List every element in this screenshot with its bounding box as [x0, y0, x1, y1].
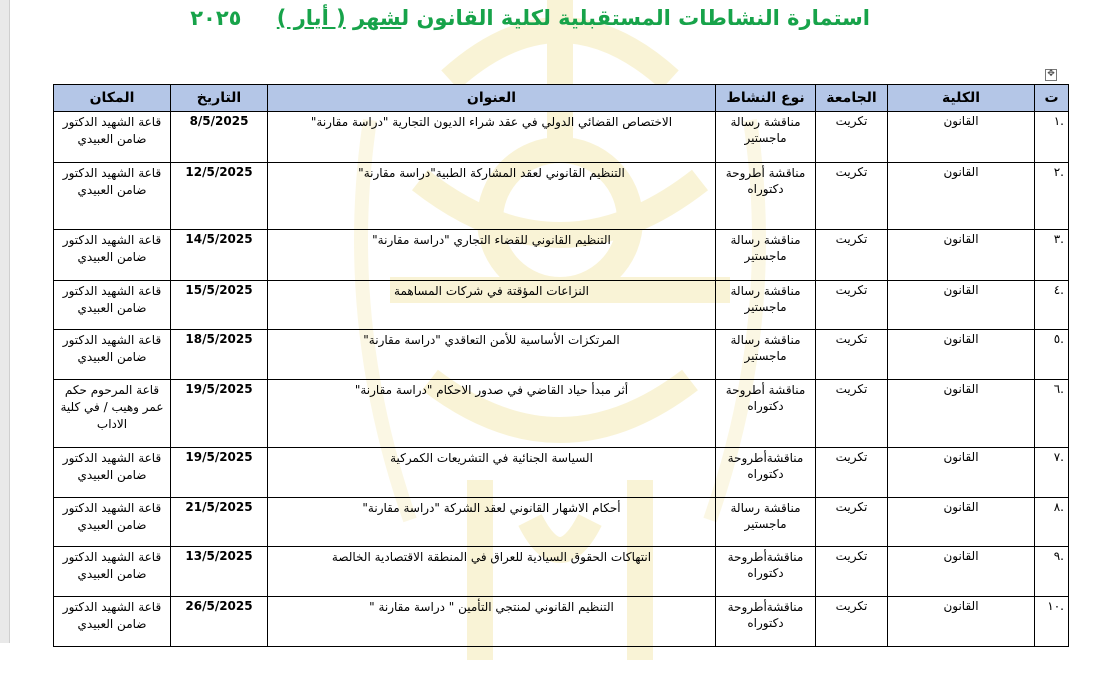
row-place: قاعة الشهيد الدكتور ضامن العبيدي — [54, 230, 171, 281]
table-row — [54, 230, 1069, 281]
row-title: السياسة الجنائية في التشريعات الكمركية — [268, 448, 716, 498]
row-date: 12/5/2025 — [171, 163, 268, 230]
row-university: تكريت — [816, 163, 888, 230]
row-university: تكريت — [816, 330, 888, 380]
row-date: 19/5/2025 — [171, 380, 268, 448]
row-college: القانون — [888, 330, 1035, 380]
row-university: تكريت — [816, 112, 888, 163]
row-num: .١٠ — [1035, 597, 1069, 647]
row-num: .٤ — [1035, 281, 1069, 330]
row-college: القانون — [888, 230, 1035, 281]
row-type: مناقشة أطروحة دكتوراه — [716, 163, 816, 230]
header-title: العنوان — [268, 85, 716, 112]
header-university: الجامعة — [816, 85, 888, 112]
row-college: القانون — [888, 547, 1035, 597]
table-row — [54, 597, 1069, 647]
title-year: ٢٠٢٥ — [190, 6, 242, 30]
row-title: التنظيم القانوني لعقد المشاركة الطبية"دراسة مقارنة" — [268, 163, 716, 230]
row-date: 19/5/2025 — [171, 448, 268, 498]
row-num: .٣ — [1035, 230, 1069, 281]
row-num: .٦ — [1035, 380, 1069, 448]
row-num: .٩ — [1035, 547, 1069, 597]
row-num: .٨ — [1035, 498, 1069, 547]
row-place: قاعة الشهيد الدكتور ضامن العبيدي — [54, 163, 171, 230]
row-place: قاعة الشهيد الدكتور ضامن العبيدي — [54, 597, 171, 647]
row-college: القانون — [888, 163, 1035, 230]
row-date: 8/5/2025 — [171, 112, 268, 163]
row-college: القانون — [888, 448, 1035, 498]
row-title: التنظيم القانوني للقضاء التجاري "دراسة مقارنة" — [268, 230, 716, 281]
table-row — [54, 281, 1069, 330]
table-row — [54, 112, 1069, 163]
row-place: قاعة الشهيد الدكتور ضامن العبيدي — [54, 281, 171, 330]
row-university: تكريت — [816, 448, 888, 498]
title-month: ( أيار ) — [276, 6, 346, 30]
row-date: 13/5/2025 — [171, 547, 268, 597]
table-row — [54, 330, 1069, 380]
row-title: المرتكزات الأساسية للأمن التعاقدي "دراسة مقارنة" — [268, 330, 716, 380]
row-type: مناقشة رسالة ماجستير — [716, 281, 816, 330]
row-num: .٥ — [1035, 330, 1069, 380]
row-place: قاعة الشهيد الدكتور ضامن العبيدي — [54, 448, 171, 498]
row-type: مناقشةأطروحة دكتوراه — [716, 448, 816, 498]
row-place: قاعة الشهيد الدكتور ضامن العبيدي — [54, 498, 171, 547]
row-college: القانون — [888, 112, 1035, 163]
table-row — [54, 448, 1069, 498]
table-row — [54, 380, 1069, 448]
row-college: القانون — [888, 597, 1035, 647]
row-title: أحكام الاشهار القانوني لعقد الشركة "دراسة مقارنة" — [268, 498, 716, 547]
document-title — [190, 6, 870, 40]
table-header-row — [54, 85, 1069, 112]
row-college: القانون — [888, 380, 1035, 448]
table-row — [54, 163, 1069, 230]
row-college: القانون — [888, 498, 1035, 547]
row-title: التنظيم القانوني لمنتجي التأمين " دراسة مقارنة " — [268, 597, 716, 647]
row-university: تكريت — [816, 230, 888, 281]
row-place: قاعة الشهيد الدكتور ضامن العبيدي — [54, 330, 171, 380]
row-type: مناقشة رسالة ماجستير — [716, 330, 816, 380]
row-title: الاختصاص القضائي الدولي في عقد شراء الديون التجارية "دراسة مقارنة" — [268, 112, 716, 163]
row-university: تكريت — [816, 547, 888, 597]
row-date: 21/5/2025 — [171, 498, 268, 547]
row-type: مناقشةأطروحة دكتوراه — [716, 597, 816, 647]
row-university: تكريت — [816, 597, 888, 647]
row-type: مناقشة رسالة ماجستير — [716, 498, 816, 547]
row-title: انتهاكات الحقوق السيادية للعراق في المنطقة الاقتصادية الخالصة — [268, 547, 716, 597]
row-title: النزاعات المؤقتة في شركات المساهمة — [268, 281, 716, 330]
page-margin — [0, 0, 10, 643]
row-num: .١ — [1035, 112, 1069, 163]
table-move-handle-icon[interactable]: ✥ — [1045, 69, 1057, 81]
header-college: الكلية — [888, 85, 1035, 112]
row-type: مناقشة رسالة ماجستير — [716, 112, 816, 163]
row-type: مناقشة أطروحة دكتوراه — [716, 380, 816, 448]
header-type: نوع النشاط — [716, 85, 816, 112]
row-date: 14/5/2025 — [171, 230, 268, 281]
row-date: 26/5/2025 — [171, 597, 268, 647]
row-date: 18/5/2025 — [171, 330, 268, 380]
row-num: .٧ — [1035, 448, 1069, 498]
row-type: مناقشةأطروحة دكتوراه — [716, 547, 816, 597]
table-row — [54, 547, 1069, 597]
row-type: مناقشة رسالة ماجستير — [716, 230, 816, 281]
title-month-word: شهر — [353, 6, 402, 30]
row-university: تكريت — [816, 281, 888, 330]
activities-table — [53, 84, 1069, 647]
row-university: تكريت — [816, 380, 888, 448]
row-num: .٢ — [1035, 163, 1069, 230]
row-place: قاعة الشهيد الدكتور ضامن العبيدي — [54, 112, 171, 163]
header-date: التاريخ — [171, 85, 268, 112]
row-college: القانون — [888, 281, 1035, 330]
title-prefix: استمارة النشاطات المستقبلية لكلية القانون ل — [401, 6, 870, 30]
table-row — [54, 498, 1069, 547]
row-date: 15/5/2025 — [171, 281, 268, 330]
row-title: أثر مبدأ حياد القاضي في صدور الاحكام "دراسة مقارنة" — [268, 380, 716, 448]
header-num: ت — [1035, 85, 1069, 112]
row-place: قاعة الشهيد الدكتور ضامن العبيدي — [54, 547, 171, 597]
header-place: المكان — [54, 85, 171, 112]
row-place: قاعة المرحوم حكم عمر وهيب / في كلية الاداب — [54, 380, 171, 448]
row-university: تكريت — [816, 498, 888, 547]
